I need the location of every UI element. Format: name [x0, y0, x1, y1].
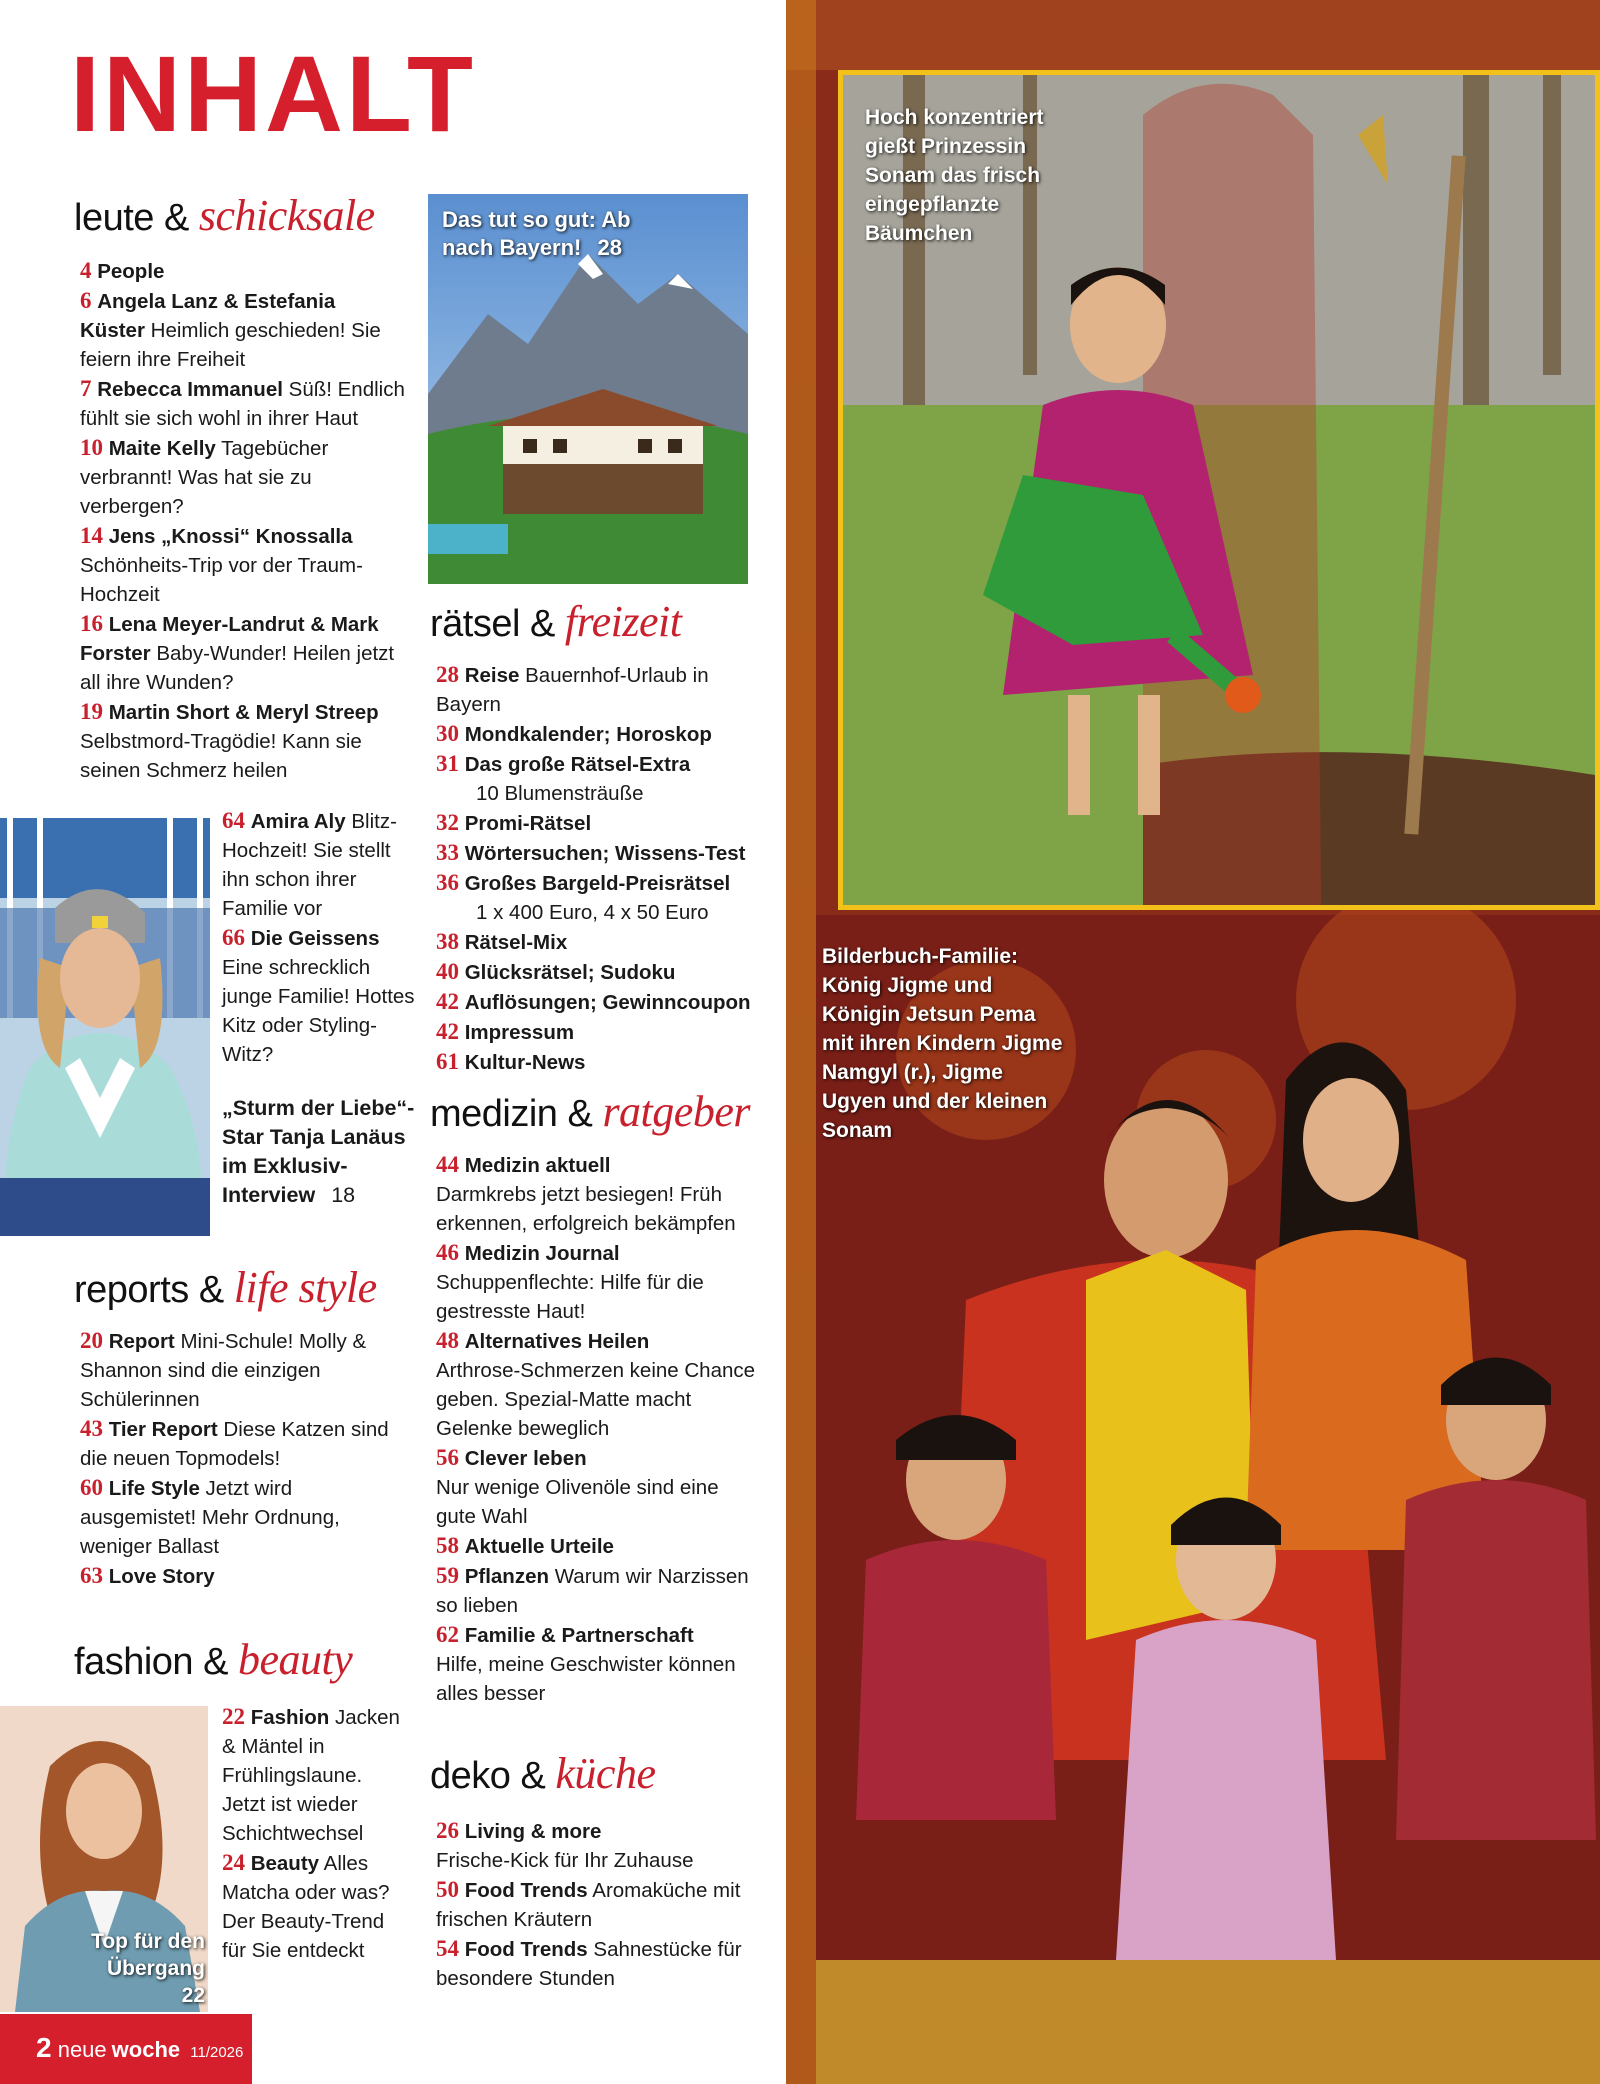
section-heading-medizin: medizin & ratgeber — [430, 1087, 750, 1136]
gutter — [760, 0, 786, 2084]
toc-item[interactable]: 46 Medizin Journal Schuppenflechte: Hilfe für die gestresste Haut! — [436, 1240, 704, 1323]
toc-item[interactable]: 64 Amira Aly Blitz-Hochzeit! Sie stellt ihn schon ihrer Familie vor — [222, 808, 397, 920]
toc-item[interactable]: 40 Glücksrätsel; Sudoku — [436, 959, 676, 984]
toc-list-leute-2 — [222, 806, 422, 1069]
toc-list-reports — [80, 1326, 405, 1591]
page-title: INHALT — [70, 33, 476, 154]
toc-item[interactable]: 66 Die Geissens Eine schrecklich junge Familie! Hottes Kitz oder Styling-Witz? — [222, 925, 415, 1066]
toc-item[interactable]: 44 Medizin aktuell Darmkrebs jetzt besiegen! Früh erkennen, erfolgreich bekämpfen — [436, 1152, 736, 1235]
toc-item[interactable]: 62 Familie & Partnerschaft Hilfe, meine Geschwister können alles besser — [436, 1622, 736, 1705]
bavaria-photo-caption: Das tut so gut: Ab nach Bayern! 28 — [442, 207, 631, 260]
royal-family-photo-area — [786, 0, 1600, 2084]
toc-item[interactable]: 50 Food Trends Aromaküche mit frischen Kräutern — [436, 1877, 741, 1931]
section-heading-raetsel: rätsel & freizeit — [430, 597, 682, 646]
princess-photo-caption: Hoch konzentriert gießt Prinzessin Sonam das frisch eingepflanzte Bäumchen — [865, 106, 1044, 245]
teaser-page: 18 — [331, 1183, 356, 1207]
toc-item[interactable]: 61 Kultur-News — [436, 1049, 586, 1074]
fashion-photo — [0, 1706, 208, 2012]
toc-item[interactable]: 36 Großes Bargeld-Preisrätsel 1 x 400 Euro, 4 x 50 Euro — [436, 870, 731, 924]
family-photo-caption: Bilderbuch-Familie: König Jigme und Königin Jetsun Pema mit ihren Kindern Jigme Namgyl (r.), Jigme Ugyen und der kleinen Sonam — [822, 945, 1063, 1142]
toc-item[interactable]: 58 Aktuelle Urteile — [436, 1533, 614, 1558]
toc-item[interactable]: 24 Beauty Alles Matcha oder was? Der Beauty-Trend für Sie entdeckt — [222, 1850, 390, 1962]
section-heading-reports: reports & life style — [74, 1263, 377, 1312]
section-heading-fashion: fashion & beauty — [74, 1635, 353, 1684]
brand-woche: woche — [111, 2037, 181, 2062]
toc-list-medizin — [436, 1150, 756, 1708]
toc-item[interactable]: 20 Report Mini-Schule! Molly & Shannon sind die einzigen Schülerinnen — [80, 1328, 367, 1411]
toc-list-leute — [80, 256, 405, 785]
toc-list-deko — [436, 1816, 756, 1993]
toc-item[interactable]: 42 Auflösungen; Gewinncoupon — [436, 989, 751, 1014]
toc-item[interactable]: 6 Angela Lanz & Estefania Küster Heimlich geschieden! Sie feiern ihre Freiheit — [80, 288, 381, 371]
issue-number: 11/2026 — [190, 2044, 244, 2061]
toc-item[interactable]: 48 Alternatives Heilen Arthrose-Schmerzen keine Chance geben. Spezial-Matte macht Gelenke beweglich — [436, 1328, 756, 1440]
toc-item[interactable]: 43 Tier Report Diese Katzen sind die neuen Topmodels! — [80, 1416, 389, 1470]
fashion-photo-caption: Top für den Übergang 22 — [91, 1930, 205, 2007]
interview-teaser[interactable] — [222, 1094, 422, 1210]
toc-item[interactable]: 33 Wörtersuchen; Wissens-Test — [436, 840, 746, 865]
princess-photo — [838, 70, 1600, 910]
toc-item[interactable]: 38 Rätsel-Mix — [436, 929, 568, 954]
toc-item[interactable]: 60 Life Style Jetzt wird ausgemistet! Mehr Ordnung, weniger Ballast — [80, 1475, 340, 1558]
toc-item[interactable]: 63 Love Story — [80, 1563, 215, 1588]
toc-item[interactable]: 16 Lena Meyer-Landrut & Mark Forster Baby-Wunder! Heilen jetzt all ihre Wunden? — [80, 611, 395, 694]
section-heading-deko: deko & küche — [430, 1749, 656, 1798]
toc-item[interactable]: 7 Rebecca Immanuel Süß! Endlich fühlt sie sich wohl in ihrer Haut — [80, 376, 405, 430]
toc-item[interactable]: 26 Living & more Frische-Kick für Ihr Zuhause — [436, 1818, 694, 1872]
toc-list-fashion — [222, 1702, 407, 1965]
toc-item[interactable]: 4 People — [80, 258, 165, 283]
toc-item[interactable]: 32 Promi-Rätsel — [436, 810, 592, 835]
toc-item[interactable]: 31 Das große Rätsel-Extra 10 Blumensträuße — [436, 751, 691, 805]
toc-item[interactable]: 28 Reise Bauernhof-Urlaub in Bayern — [436, 662, 709, 716]
toc-list-raetsel — [436, 660, 761, 1077]
brand-neue: neue — [57, 2037, 107, 2062]
toc-item[interactable]: 54 Food Trends Sahnestücke für besondere Stunden — [436, 1936, 742, 1990]
toc-item[interactable]: 59 Pflanzen Warum wir Narzissen so lieben — [436, 1563, 749, 1617]
toc-item[interactable]: 22 Fashion Jacken & Mäntel in Frühlingslaune. Jetzt ist wieder Schichtwechsel — [222, 1704, 400, 1845]
bavaria-photo[interactable] — [428, 194, 748, 584]
page-footer — [0, 2014, 252, 2084]
toc-item[interactable]: 42 Impressum — [436, 1019, 575, 1044]
tanja-lanaeus-photo — [0, 818, 210, 1236]
toc-item[interactable]: 30 Mondkalender; Horoskop — [436, 721, 712, 746]
toc-item[interactable]: 14 Jens „Knossi“ Knossalla Schönheits-Trip vor der Traum-Hochzeit — [80, 523, 363, 606]
toc-item[interactable]: 19 Martin Short & Meryl Streep Selbstmord-Tragödie! Kann sie seinen Schmerz heilen — [80, 699, 379, 782]
toc-item[interactable]: 10 Maite Kelly Tagebücher verbrannt! Was hat sie zu verbergen? — [80, 435, 329, 518]
section-heading-leute: leute & schicksale — [74, 191, 375, 240]
toc-item[interactable]: 56 Clever leben Nur wenige Olivenöle sind eine gute Wahl — [436, 1445, 719, 1528]
teaser-text: „Sturm der Liebe“-Star Tanja Lanäus im Exklusiv-Interview — [222, 1096, 415, 1207]
page-number: 2 — [36, 2032, 52, 2063]
